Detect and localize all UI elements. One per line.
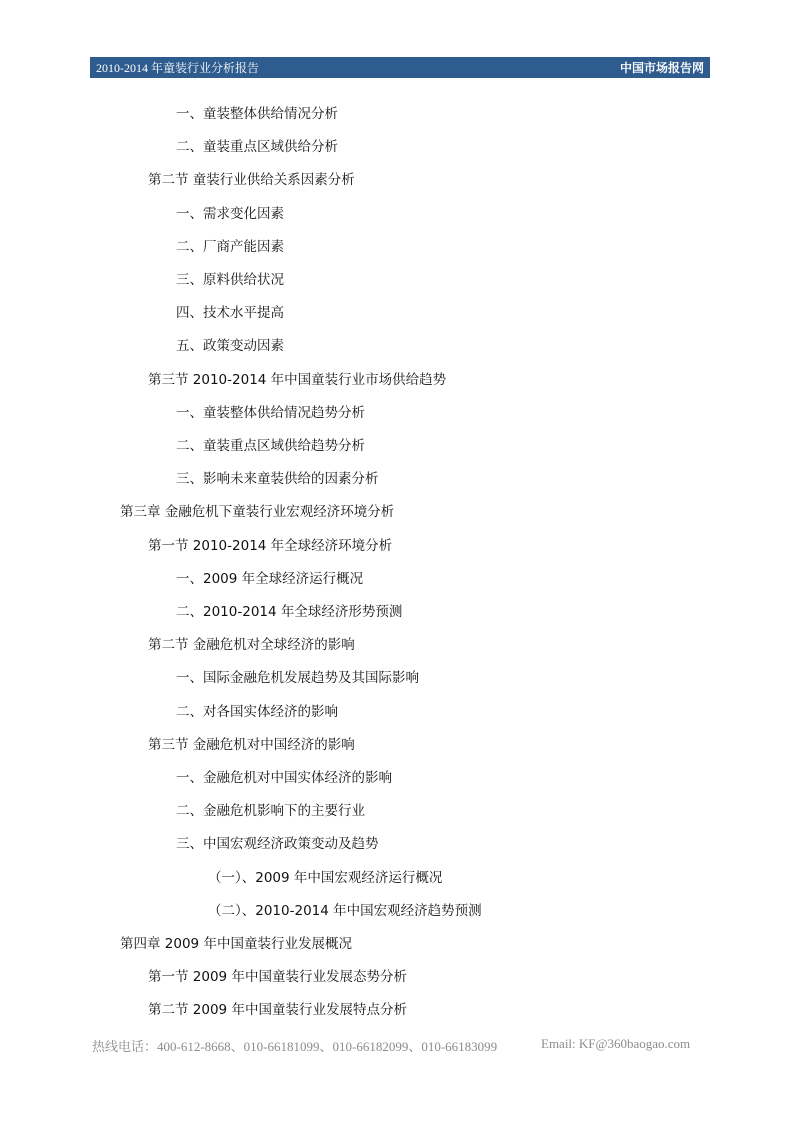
report-title: 2010-2014 年童装行业分析报告 [96,61,259,75]
toc-entry: 第三节 2010-2014 年中国童装行业市场供给趋势 [148,371,447,388]
toc-entry: 三、中国宏观经济政策变动及趋势 [176,836,379,853]
toc-entry: 一、金融危机对中国实体经济的影响 [176,770,392,786]
toc-entry: 第二节 金融危机对全球经济的影响 [148,637,355,654]
hotline-text: 热线电话：400-612-8668、010-66181099、010-66182099、010-66183099 [92,1039,498,1054]
toc-entry: 二、厂商产能因素 [176,238,284,255]
toc-entry: （一）、2009 年中国宏观经济运行概况 [208,869,443,886]
toc-entry: 第三章 金融危机下童装行业宏观经济环境分析 [120,504,395,521]
email-text: Email: KF@360baogao.com [541,1036,691,1051]
toc-entry: 三、原料供给状况 [176,272,284,288]
toc-entry: 第二节 童装行业供给关系因素分析 [148,172,355,189]
page-footer [92,1036,712,1056]
toc-entry: 一、童装整体供给情况趋势分析 [176,404,365,421]
toc-entry: 第一节 2010-2014 年全球经济环境分析 [148,537,393,554]
toc-entry: 一、童装整体供给情况分析 [176,106,338,122]
page-header-bar [90,57,710,78]
toc-entry: 二、金融危机影响下的主要行业 [176,803,365,820]
toc-entry: 第四章 2009 年中国童装行业发展概况 [120,936,352,952]
toc-entry: 一、需求变化因素 [176,205,284,222]
toc-entry: 第一节 2009 年中国童装行业发展态势分析 [148,969,407,986]
toc-entry: 二、童装重点区域供给趋势分析 [176,438,365,454]
toc-entry: 五、政策变动因素 [176,338,284,355]
toc-entry: （二）、2010-2014 年中国宏观经济趋势预测 [208,902,482,919]
toc-entry: 第三节 金融危机对中国经济的影响 [148,736,355,753]
toc-entry: 三、影响未来童装供给的因素分析 [176,471,379,488]
toc-entry: 二、对各国实体经济的影响 [176,703,338,720]
site-brand: 中国市场报告网 [619,61,704,75]
toc-entry: 四、技术水平提高 [176,305,284,322]
toc-entry: 二、童装重点区域供给分析 [176,139,338,156]
toc-entry: 一、国际金融危机发展趋势及其国际影响 [176,670,419,687]
toc-entry: 二、2010-2014 年全球经济形势预测 [176,604,403,620]
toc-entry: 一、2009 年全球经济运行概况 [176,570,364,587]
toc-entry: 第二节 2009 年中国童装行业发展特点分析 [148,1002,407,1019]
